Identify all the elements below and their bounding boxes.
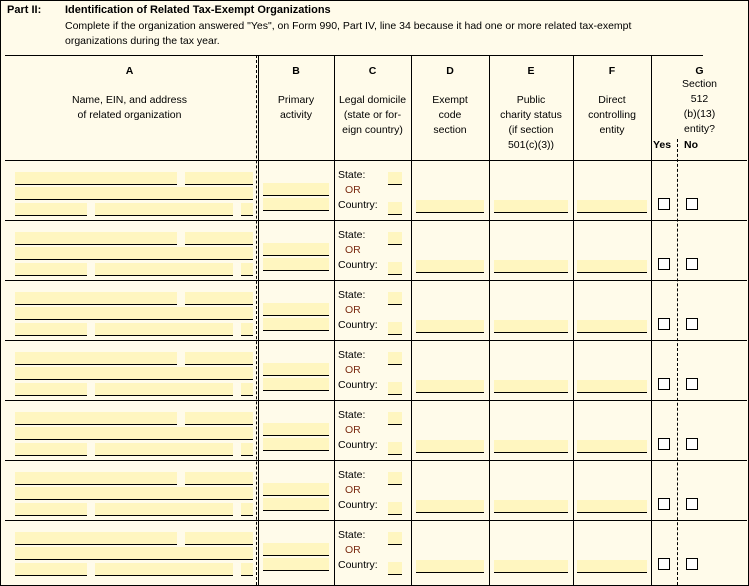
org-city-field[interactable] [15, 323, 87, 336]
row-separator [5, 460, 747, 461]
org-address-field[interactable] [15, 307, 253, 320]
domicile-state-label: State: [338, 349, 366, 361]
exempt-code-field[interactable] [416, 440, 484, 453]
primary-activity-field[interactable] [263, 423, 329, 436]
row-separator [5, 400, 747, 401]
primary-activity-field-2[interactable] [263, 318, 329, 331]
domicile-country-field[interactable] [388, 502, 402, 515]
org-state-field[interactable] [95, 323, 233, 336]
column-f-letter: F [608, 65, 616, 77]
column-b-heading-line: activity [279, 109, 313, 121]
public-charity-status-field[interactable] [494, 260, 568, 273]
org-ein-field[interactable] [185, 232, 253, 245]
org-zip-field[interactable] [241, 323, 253, 336]
column-g-heading-line: Section [681, 78, 718, 90]
g-no-checkbox[interactable] [686, 258, 698, 270]
domicile-state-field[interactable] [388, 352, 402, 365]
column-g-heading-line: (b)(13) [683, 108, 716, 120]
org-city-field[interactable] [15, 203, 87, 216]
domicile-country-label: Country: [338, 379, 378, 391]
direct-controlling-entity-field[interactable] [577, 500, 647, 513]
org-address-field[interactable] [15, 187, 253, 200]
direct-controlling-entity-field[interactable] [577, 320, 647, 333]
row-separator [5, 280, 747, 281]
domicile-or-label: OR [345, 184, 361, 196]
part-description-line-2: organizations during the tax year. [65, 35, 220, 47]
org-city-field[interactable] [15, 383, 87, 396]
column-d-letter: D [446, 65, 454, 77]
public-charity-status-field[interactable] [494, 560, 568, 573]
exempt-code-field[interactable] [416, 560, 484, 573]
primary-activity-field-2[interactable] [263, 558, 329, 571]
org-address-field[interactable] [15, 427, 253, 440]
org-zip-field[interactable] [241, 503, 253, 516]
column-c-heading-line: eign country) [342, 124, 403, 136]
column-d-heading-line: section [433, 124, 467, 136]
g-no-checkbox[interactable] [686, 198, 698, 210]
exempt-code-field[interactable] [416, 380, 484, 393]
domicile-country-label: Country: [338, 199, 378, 211]
column-b-letter: B [292, 65, 300, 77]
org-name-field[interactable] [15, 472, 177, 485]
org-address-field[interactable] [15, 247, 253, 260]
org-ein-field[interactable] [185, 412, 253, 425]
primary-activity-field-2[interactable] [263, 378, 329, 391]
org-state-field[interactable] [95, 443, 233, 456]
g-yes-checkbox[interactable] [658, 558, 670, 570]
primary-activity-field-2[interactable] [263, 258, 329, 271]
g-no-checkbox[interactable] [686, 558, 698, 570]
primary-activity-field[interactable] [263, 543, 329, 556]
domicile-country-field[interactable] [388, 382, 402, 395]
domicile-state-field[interactable] [388, 412, 402, 425]
domicile-state-field[interactable] [388, 172, 402, 185]
part-description [65, 19, 715, 49]
domicile-state-label: State: [338, 289, 366, 301]
org-address-field[interactable] [15, 547, 253, 560]
column-a-heading-line: of related organization [77, 109, 182, 121]
primary-activity-field[interactable] [263, 183, 329, 196]
org-state-field[interactable] [95, 563, 233, 576]
domicile-state-field[interactable] [388, 472, 402, 485]
column-g-heading-line: entity? [684, 123, 715, 135]
domicile-state-label: State: [338, 529, 366, 541]
direct-controlling-entity-field[interactable] [577, 440, 647, 453]
org-zip-field[interactable] [241, 563, 253, 576]
direct-controlling-entity-field[interactable] [577, 200, 647, 213]
domicile-country-label: Country: [338, 259, 378, 271]
column-e-letter: E [527, 65, 535, 77]
g-yes-checkbox[interactable] [658, 498, 670, 510]
org-name-field[interactable] [15, 292, 177, 305]
g-yes-checkbox[interactable] [658, 438, 670, 450]
domicile-country-label: Country: [338, 559, 378, 571]
domicile-or-label: OR [345, 544, 361, 556]
exempt-code-field[interactable] [416, 200, 484, 213]
domicile-state-label: State: [338, 409, 366, 421]
row-separator [5, 220, 747, 221]
direct-controlling-entity-field[interactable] [577, 260, 647, 273]
column-f-heading-line: entity [599, 124, 625, 136]
primary-activity-field[interactable] [263, 243, 329, 256]
row-separator [5, 340, 747, 341]
org-name-field[interactable] [15, 352, 177, 365]
exempt-code-field[interactable] [416, 260, 484, 273]
primary-activity-field-2[interactable] [263, 498, 329, 511]
org-name-field[interactable] [15, 172, 177, 185]
column-d-heading-line: Exempt [432, 94, 468, 106]
primary-activity-field[interactable] [263, 303, 329, 316]
org-city-field[interactable] [15, 563, 87, 576]
direct-controlling-entity-field[interactable] [577, 560, 647, 573]
domicile-country-field[interactable] [388, 442, 402, 455]
org-ein-field[interactable] [185, 292, 253, 305]
g-no-checkbox[interactable] [686, 438, 698, 450]
domicile-or-label: OR [345, 244, 361, 256]
org-zip-field[interactable] [241, 263, 253, 276]
org-state-field[interactable] [95, 503, 233, 516]
g-no-label: No [684, 139, 698, 151]
table-top-rule [5, 55, 703, 56]
domicile-country-field[interactable] [388, 202, 402, 215]
domicile-state-label: State: [338, 229, 366, 241]
org-zip-field[interactable] [241, 443, 253, 456]
org-state-field[interactable] [95, 383, 233, 396]
org-zip-field[interactable] [241, 203, 253, 216]
part-description-line-1: Complete if the organization answered "Yes", on Form 990, Part IV, line 34 because it had one or more related tax-exempt [65, 20, 632, 32]
domicile-state-field[interactable] [388, 292, 402, 305]
column-f-heading-line: Direct [598, 94, 626, 106]
org-ein-field[interactable] [185, 472, 253, 485]
column-d-heading-line: code [438, 109, 462, 121]
org-name-field[interactable] [15, 412, 177, 425]
g-yes-checkbox[interactable] [658, 318, 670, 330]
column-c-heading-line: (state or for- [343, 109, 402, 121]
column-c-heading-line: Legal domicile [338, 94, 407, 106]
public-charity-status-field[interactable] [494, 440, 568, 453]
public-charity-status-field[interactable] [494, 200, 568, 213]
domicile-country-label: Country: [338, 319, 378, 331]
primary-activity-field-2[interactable] [263, 198, 329, 211]
org-ein-field[interactable] [185, 352, 253, 365]
column-e-heading-line: Public [516, 94, 546, 106]
org-city-field[interactable] [15, 263, 87, 276]
column-a-separator [256, 55, 257, 585]
org-city-field[interactable] [15, 443, 87, 456]
domicile-or-label: OR [345, 424, 361, 436]
part-title: Identification of Related Tax-Exempt Organizations [65, 4, 331, 16]
column-a-heading-line: Name, EIN, and address [72, 94, 187, 106]
public-charity-status-field[interactable] [494, 320, 568, 333]
org-state-field[interactable] [95, 263, 233, 276]
table-header-rule [5, 160, 747, 161]
column-e-heading-line: 501(c)(3)) [507, 139, 555, 151]
org-ein-field[interactable] [185, 172, 253, 185]
org-name-field[interactable] [15, 232, 177, 245]
org-name-field[interactable] [15, 532, 177, 545]
part-label: Part II: [7, 4, 42, 16]
domicile-country-label: Country: [338, 499, 378, 511]
domicile-or-label: OR [345, 364, 361, 376]
g-yes-checkbox[interactable] [658, 258, 670, 270]
exempt-code-field[interactable] [416, 500, 484, 513]
org-ein-field[interactable] [185, 532, 253, 545]
column-g-letter: G [695, 65, 704, 77]
org-city-field[interactable] [15, 503, 87, 516]
domicile-or-label: OR [345, 484, 361, 496]
g-yes-checkbox[interactable] [658, 198, 670, 210]
exempt-code-field[interactable] [416, 320, 484, 333]
domicile-state-label: State: [338, 469, 366, 481]
g-no-checkbox[interactable] [686, 378, 698, 390]
domicile-state-field[interactable] [388, 532, 402, 545]
column-e-heading-line: charity status [500, 109, 562, 121]
primary-activity-field[interactable] [263, 483, 329, 496]
domicile-country-label: Country: [338, 439, 378, 451]
column-f-heading-line: controlling [588, 109, 636, 121]
g-no-checkbox[interactable] [686, 318, 698, 330]
public-charity-status-field[interactable] [494, 380, 568, 393]
column-g-heading-line: 512 [690, 93, 709, 105]
domicile-country-field[interactable] [388, 562, 402, 575]
direct-controlling-entity-field[interactable] [577, 380, 647, 393]
primary-activity-field-2[interactable] [263, 438, 329, 451]
org-state-field[interactable] [95, 203, 233, 216]
column-separator [258, 55, 259, 585]
domicile-country-field[interactable] [388, 322, 402, 335]
domicile-state-field[interactable] [388, 232, 402, 245]
row-separator [5, 520, 747, 521]
g-no-checkbox[interactable] [686, 498, 698, 510]
column-b-heading-line: Primary [277, 94, 315, 106]
g-yes-label: Yes [653, 139, 672, 151]
primary-activity-field[interactable] [263, 363, 329, 376]
domicile-state-label: State: [338, 169, 366, 181]
domicile-or-label: OR [345, 304, 361, 316]
org-address-field[interactable] [15, 487, 253, 500]
column-a-letter: A [125, 65, 134, 77]
column-c-letter: C [368, 65, 377, 77]
public-charity-status-field[interactable] [494, 500, 568, 513]
yes-no-separator [677, 139, 678, 585]
org-address-field[interactable] [15, 367, 253, 380]
domicile-country-field[interactable] [388, 262, 402, 275]
g-yes-checkbox[interactable] [658, 378, 670, 390]
column-e-heading-line: (if section [508, 124, 554, 136]
org-zip-field[interactable] [241, 383, 253, 396]
